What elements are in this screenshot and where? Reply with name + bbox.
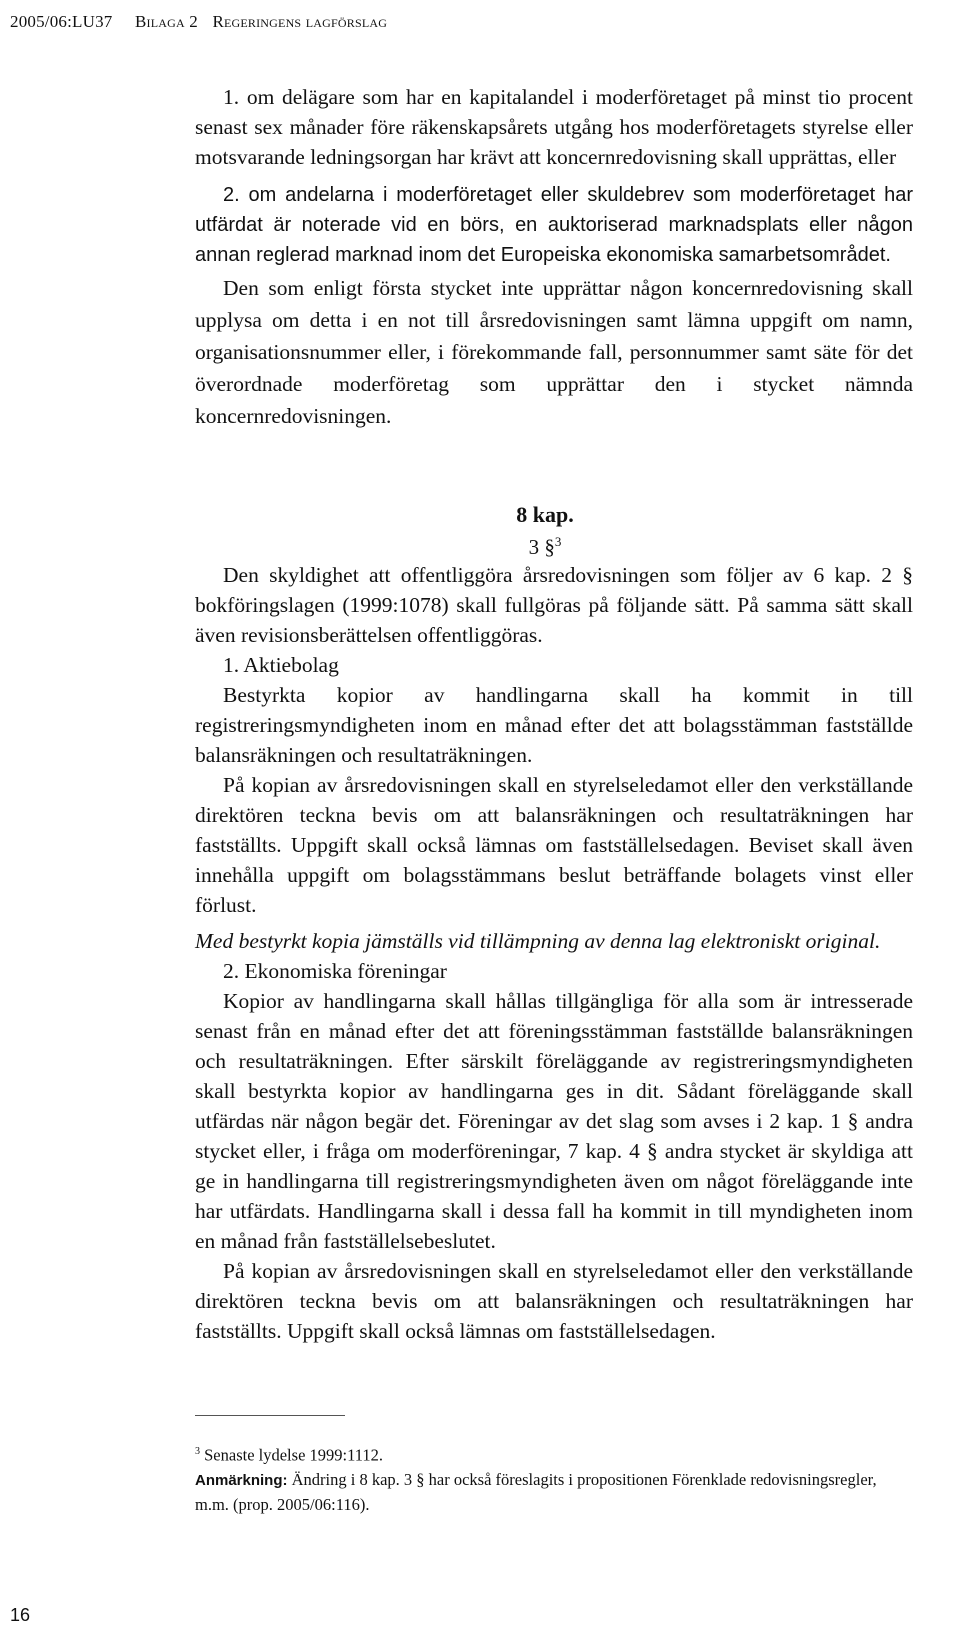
annex-label: Bilaga 2	[134, 12, 198, 31]
paragraph-foreningar-2: På kopian av årsredovisningen skall en styrelseledamot eller den verkställande direktören teckna bevis om att balansräkningen och resultaträkningen har fastställts. Uppgift skall också lämnas om fastställelsedagen.	[195, 1259, 913, 1343]
footnote-3	[195, 1440, 895, 1468]
footnote-divider	[195, 1415, 345, 1416]
footnote-reference: 3	[554, 534, 562, 549]
heading-aktiebolag: 1. Aktiebolag	[223, 653, 339, 677]
remark-label: Anmärkning:	[195, 1471, 288, 1489]
chapter-intro: Den skyldighet att offentliggöra årsredovisningen som följer av 6 kap. 2 § bokföringslagen (1999:1078) skall fullgöras på följande sätt. På samma sätt skall även revisionsberättelsen offentliggöras.	[195, 563, 913, 647]
italic-note: Med bestyrkt kopia jämställs vid tillämpning av denna lag elektroniskt original.	[195, 929, 881, 953]
chapter-body	[195, 560, 913, 1346]
paragraph-foreningar-1: Kopior av handlingarna skall hållas tillgängliga för alla som är intresserade senast från en månad efter det att föreningsstämman fastställde balansräkningen och resultaträkningen. Efter särskilt föreläggande av registreringsmyndigheten skall bestyrkta kopior av handlingarna ges in dit. Sådant föreläggande skall utfärdas när någon begär det. Föreningar av det slag som avses i 2 kap. 1 § andra stycket eller, i fråga om moderföreningar, 7 kap. 4 § andra stycket är skyldiga att ge in handlingarna till registreringsmyndigheten även om något föreläggande inte har utfärdats. Handlingarna skall i dessa fall ha kommit in till myndigheten inom en månad från fastställelsebeslutet.	[195, 989, 913, 1253]
remark	[195, 1468, 895, 1517]
footnote-text: Senaste lydelse 1999:1112.	[204, 1445, 383, 1465]
paragraph-aktiebolag-2: På kopian av årsredovisningen skall en styrelseledamot eller den verkställande direktören teckna bevis om att balansräkningen och resultaträkningen har fastställts. Uppgift skall också lämnas om fastställelsedagen. Beviset skall även innehålla uppgift om bolagsstämmans beslut beträffande bolagets vinst eller förlust.	[195, 773, 913, 917]
section-number	[0, 534, 960, 560]
paragraph-aktiebolag-1: Bestyrkta kopior av handlingarna skall ha kommit in till registreringsmyndigheten inom en månad efter det att bolagsstämman fastställde balansräkningen och resultaträkningen.	[195, 683, 913, 767]
page-number: 16	[10, 1605, 31, 1625]
document-reference: 2005/06:LU37	[10, 12, 113, 31]
header-title: Regeringens lagförslag	[212, 12, 388, 31]
list-item-1: 1. om delägare som har en kapitalandel i moderföretaget på minst tio procent senast sex månader före räkenskapsårets utgång hos moderföretagets styrelse eller motsvarande ledningsorgan har krävt att koncernredovisning skall upprättas, eller	[195, 85, 913, 169]
top-section	[195, 82, 913, 432]
paragraph-koncernredovisning: Den som enligt första stycket inte upprättar någon koncernredovisning skall upplysa om detta i en not till årsredovisningen samt lämna uppgift om namn, organisationsnummer eller, i förekommande fall, personnummer samt säte för det överordnade moderföretag som upprättar den i stycket nämnda koncernredovisningen.	[195, 276, 913, 428]
chapter-title: 8 kap.	[516, 502, 574, 527]
section-label: 3 §	[528, 535, 555, 559]
footnote-mark: 3	[195, 1446, 200, 1457]
running-header	[10, 12, 387, 32]
heading-ekonomiska-foreningar: 2. Ekonomiska föreningar	[223, 959, 447, 983]
list-item-2: 2. om andelarna i moderföretaget eller skuldebrev som moderföretaget har utfärdat är noterade vid en börs, en auktoriserad marknadsplats eller någon annan reglerad marknad inom det Europeiska ekonomiska samarbetsområdet.	[195, 184, 913, 266]
footnotes	[195, 1440, 895, 1517]
remark-text: Ändring i 8 kap. 3 § har också föreslagits i propositionen Förenklade redovisningsregler, m.m. (prop. 2005/06:116).	[195, 1469, 877, 1514]
